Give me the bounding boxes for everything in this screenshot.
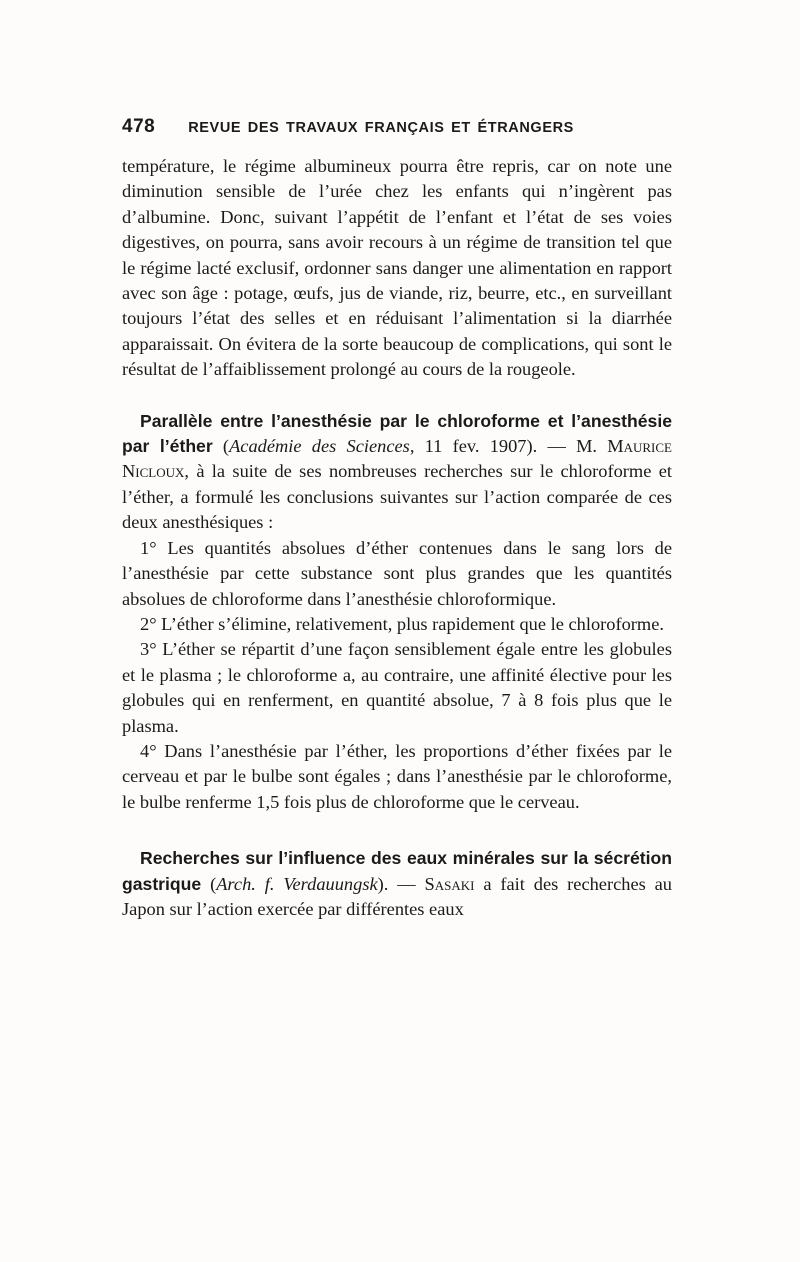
article-1-point-1: 1° Les quantités absolues d’éther contenues dans le sang lors de l’anesthésie par cette substance sont plus grandes que les quantités absolues de chloroforme dans l’anesthésie chloroformique. bbox=[122, 537, 672, 609]
article-1-source: Académie des Sciences bbox=[229, 436, 410, 457]
article-1-point-4: 4° Dans l’anesthésie par l’éther, les proportions d’éther fixées par le cerveau et par le bulbe sont égales ; dans l’anesthésie par le chloroforme, le bulbe renferme 1,5 fois plus de chloroforme que le cerveau. bbox=[122, 740, 672, 812]
page-number: 478 bbox=[122, 116, 156, 137]
page-header bbox=[122, 116, 672, 138]
article-1-intro: , à la suite de ses nombreuses recherches sur le chloroforme et l’éther, a formulé les conclusions suivantes sur l’action comparée de ces deux anesthésiques : bbox=[122, 461, 672, 533]
article-2-intro: a fait des recherches au Japon sur l’action exercée par différentes eaux bbox=[122, 873, 673, 919]
article-1-point-2: 2° L’éther s’élimine, relativement, plus rapidement que le chloroforme. bbox=[140, 613, 664, 634]
article-1-source-rest: , 11 fev. 1907). — bbox=[409, 436, 577, 457]
article-1-paragraph bbox=[122, 409, 672, 536]
article-2-heading: Recherches sur l’influence des eaux minérales sur la sécrétion gastrique bbox=[122, 848, 672, 894]
running-head: REVUE DES TRAVAUX FRANÇAIS ET ÉTRANGERS bbox=[188, 120, 574, 136]
page-body bbox=[122, 154, 672, 922]
article-1-source-open: ( bbox=[212, 436, 230, 457]
article-2-source-rest: ). — bbox=[377, 873, 425, 894]
article-2-source-open: ( bbox=[201, 873, 217, 894]
article-1-heading: Parallèle entre l’anesthésie par le chloroforme et l’anesthésie par l’éther bbox=[122, 410, 672, 457]
article-2-source: Arch. f. Verdauungsk bbox=[216, 873, 378, 894]
article-2-author: Sasaki bbox=[424, 873, 475, 894]
article-1-point-3: 3° L’éther se répartit d’une façon sensiblement égale entre les globules et le plasma ; le chloroforme a, au contraire, une affinité élective pour les globules qui en renferment, en quantité absolue, 7 à 8 fois plus que le plasma. bbox=[122, 639, 672, 736]
intro-paragraph: température, le régime albumineux pourra être repris, car on note une diminution sensible de l’urée chez les enfants qui n’ingèrent pas d’albumine. Donc, suivant l’appétit de l’enfant et l’état de ses voies digestives, on pourra, sans avoir recours à un régime de transition tel que le régime lacté exclusif, ordonner sans danger une alimentation en rapport avec son âge : potage, œufs, jus de viande, riz, beurre, etc., en surveillant toujours l’état des selles et en réduisant l’alimentation si la diarrhée apparaissait. On évitera de la sorte beaucoup de complications, qui sont le résultat de l’affaiblissement prolongé au cours de la rougeole. bbox=[122, 156, 672, 380]
article-1-author: M. Maurice Nicloux bbox=[122, 436, 672, 482]
article-2-paragraph bbox=[122, 846, 672, 922]
